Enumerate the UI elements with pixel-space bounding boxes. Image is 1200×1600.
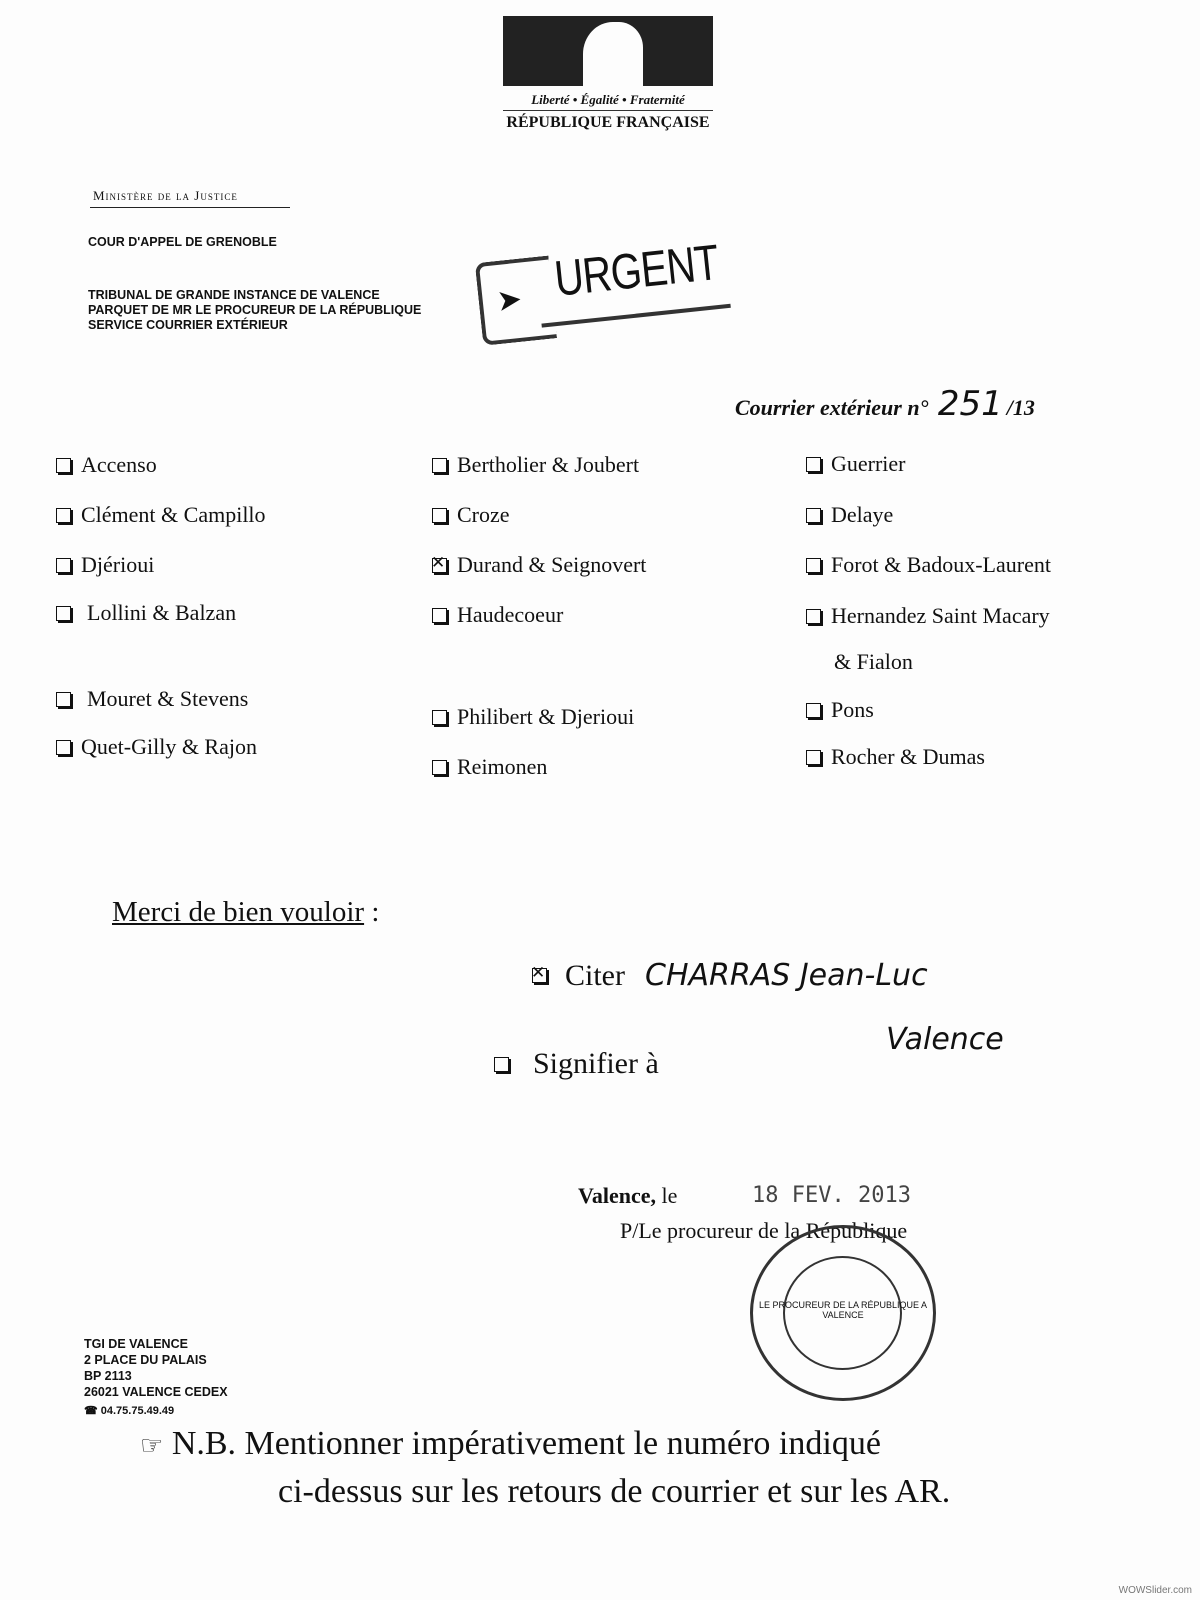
action-intro-text: Merci de bien vouloir bbox=[112, 896, 365, 928]
address-block bbox=[84, 1336, 228, 1419]
address-line: 2 PLACE DU PALAIS bbox=[84, 1353, 207, 1367]
checkbox-checked[interactable] bbox=[532, 968, 547, 983]
recipient-item[interactable] bbox=[806, 552, 1051, 578]
courrier-handwritten-number: 251 bbox=[937, 384, 1003, 424]
recipient-item[interactable] bbox=[56, 600, 236, 626]
recipient-label: Clément & Campillo bbox=[81, 502, 266, 527]
signatory-title: P/Le procureur de la République bbox=[620, 1218, 908, 1243]
note-line: N.B. Mentionner impérativement le numéro indiqué bbox=[171, 1425, 881, 1462]
checkbox[interactable] bbox=[806, 609, 821, 624]
checkbox[interactable] bbox=[806, 457, 821, 472]
recipient-label: Croze bbox=[457, 502, 510, 527]
address-line: TGI DE VALENCE bbox=[84, 1337, 188, 1351]
stamp-text: URGENT bbox=[551, 233, 721, 307]
recipient-label: Durand & Seignovert bbox=[457, 552, 647, 577]
divider bbox=[90, 207, 290, 208]
phone-number: 04.75.75.49.49 bbox=[100, 1405, 175, 1417]
marianne-logo bbox=[503, 16, 713, 132]
tribunal-block bbox=[88, 288, 421, 333]
recipient-label: Lollini & Balzan bbox=[87, 600, 237, 625]
place: Valence, bbox=[578, 1183, 657, 1208]
court-name: COUR D'APPEL DE GRENOBLE bbox=[88, 235, 277, 249]
checkbox[interactable] bbox=[56, 692, 71, 707]
motto: Liberté • Égalité • Fraternité bbox=[531, 92, 685, 107]
le: le bbox=[661, 1183, 678, 1208]
official-seal bbox=[750, 1225, 936, 1401]
recipient-item[interactable] bbox=[806, 697, 874, 723]
handwritten-name: CHARRAS Jean-Luc bbox=[645, 958, 928, 993]
recipient-item[interactable] bbox=[56, 686, 248, 712]
checkbox[interactable] bbox=[432, 458, 447, 473]
tribunal-line: TRIBUNAL DE GRANDE INSTANCE DE VALENCE bbox=[88, 288, 380, 302]
signature-place bbox=[578, 1183, 677, 1209]
recipient-label: Mouret & Stevens bbox=[87, 686, 249, 711]
recipient-item[interactable] bbox=[432, 502, 510, 528]
note-line: ci-dessus sur les retours de courrier et sur les AR. bbox=[278, 1473, 951, 1510]
recipient-label: Hernandez Saint Macary bbox=[831, 603, 1050, 628]
recipient-item[interactable] bbox=[432, 602, 563, 628]
recipient-item[interactable] bbox=[56, 552, 154, 578]
checkbox-checked[interactable] bbox=[432, 558, 447, 573]
pointing-hand-icon: ☞ bbox=[140, 1431, 164, 1460]
phone-icon: ☎ bbox=[84, 1405, 98, 1417]
recipient-item[interactable] bbox=[806, 502, 893, 528]
checkbox[interactable] bbox=[432, 760, 447, 775]
checkbox[interactable] bbox=[432, 710, 447, 725]
checkbox[interactable] bbox=[494, 1057, 509, 1072]
courrier-number bbox=[735, 384, 1035, 424]
checkbox[interactable] bbox=[56, 558, 71, 573]
recipient-label: Quet-Gilly & Rajon bbox=[81, 734, 257, 759]
recipient-item[interactable] bbox=[806, 744, 985, 770]
address-line: BP 2113 bbox=[84, 1369, 132, 1383]
recipient-label: & Fialon bbox=[834, 649, 913, 674]
recipient-item[interactable] bbox=[56, 502, 266, 528]
recipient-label: Reimonen bbox=[457, 754, 548, 779]
marianne-emblem bbox=[503, 16, 713, 86]
recipient-item[interactable] bbox=[56, 452, 157, 478]
note bbox=[140, 1421, 950, 1515]
watermark: WOWSlider.com bbox=[1118, 1585, 1192, 1596]
action-label: Signifier à bbox=[533, 1047, 659, 1080]
tribunal-line: PARQUET DE MR LE PROCUREUR DE LA RÉPUBLIQUE bbox=[88, 303, 422, 317]
action-intro bbox=[112, 896, 379, 929]
checkbox[interactable] bbox=[432, 508, 447, 523]
action-signifier[interactable] bbox=[494, 1047, 659, 1081]
recipient-label: Forot & Badoux-Laurent bbox=[831, 552, 1051, 577]
recipient-label: Bertholier & Joubert bbox=[457, 452, 640, 477]
urgent-stamp bbox=[474, 232, 732, 343]
recipient-label: Accenso bbox=[81, 452, 157, 477]
recipient-item[interactable] bbox=[806, 603, 1050, 629]
handwritten-place: Valence bbox=[886, 1022, 1004, 1057]
action-citer[interactable] bbox=[532, 958, 928, 993]
republic-name: RÉPUBLIQUE FRANÇAISE bbox=[503, 110, 713, 132]
recipient-item[interactable] bbox=[432, 754, 547, 780]
courrier-year: /13 bbox=[1006, 395, 1035, 420]
recipient-label: Delaye bbox=[831, 502, 894, 527]
recipient-label: Haudecoeur bbox=[457, 602, 564, 627]
checkbox[interactable] bbox=[806, 750, 821, 765]
recipient-item[interactable] bbox=[56, 734, 257, 760]
tribunal-line: SERVICE COURRIER EXTÉRIEUR bbox=[88, 318, 288, 332]
recipient-item[interactable] bbox=[432, 452, 639, 478]
arrow-icon: ➤ bbox=[495, 282, 524, 319]
recipient-label: Philibert & Djerioui bbox=[457, 704, 635, 729]
checkbox[interactable] bbox=[56, 606, 71, 621]
recipient-label: Rocher & Dumas bbox=[831, 744, 985, 769]
recipient-item[interactable] bbox=[432, 704, 634, 730]
date-stamp: 18 FEV. 2013 bbox=[752, 1183, 911, 1208]
colon: : bbox=[364, 896, 380, 928]
recipient-item-continuation bbox=[834, 649, 913, 675]
checkbox[interactable] bbox=[432, 608, 447, 623]
recipient-label: Djérioui bbox=[81, 552, 155, 577]
checkbox[interactable] bbox=[806, 508, 821, 523]
recipient-label: Guerrier bbox=[831, 451, 906, 476]
address-line: 26021 VALENCE CEDEX bbox=[84, 1385, 228, 1399]
checkbox[interactable] bbox=[806, 703, 821, 718]
checkbox[interactable] bbox=[806, 558, 821, 573]
ministry: Ministère de la Justice bbox=[93, 188, 238, 203]
recipient-item[interactable] bbox=[432, 552, 646, 578]
recipient-item[interactable] bbox=[806, 451, 906, 477]
courrier-label: Courrier extérieur n° bbox=[735, 395, 929, 420]
checkbox[interactable] bbox=[56, 740, 71, 755]
checkbox[interactable] bbox=[56, 458, 71, 473]
recipient-label: Pons bbox=[831, 697, 874, 722]
action-label: Citer bbox=[565, 958, 625, 992]
checkbox[interactable] bbox=[56, 508, 71, 523]
seal-text: LE PROCUREUR DE LA RÉPUBLIQUE A VALENCE bbox=[758, 1300, 928, 1320]
